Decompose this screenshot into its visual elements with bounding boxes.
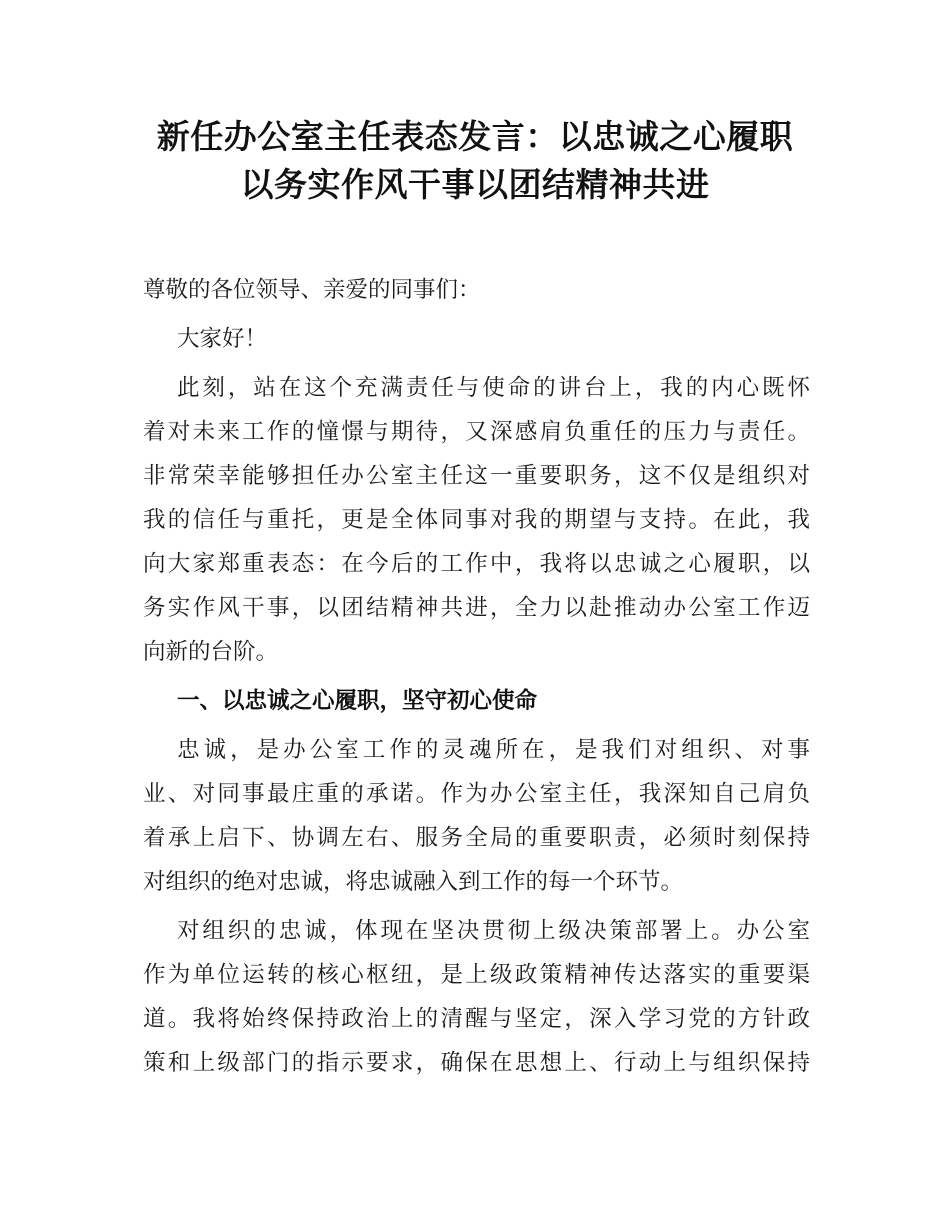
- paragraph-line: 务实作风干事，以团结精神共进，全力以赴推动办公室工作迈: [143, 595, 810, 621]
- paragraph-line: 此刻，站在这个充满责任与使命的讲台上，我的内心既怀: [177, 375, 810, 401]
- title-line-1: 新任办公室主任表态发言：以忠诚之心履职: [156, 117, 794, 156]
- section-heading: 一、以忠诚之心履职，坚守初心使命: [177, 688, 538, 714]
- document-title: [120, 113, 830, 209]
- salutation: 尊敬的各位领导、亲爱的同事们：: [143, 277, 481, 303]
- document-body: [143, 268, 810, 1085]
- paragraph-line: 策和上级部门的指示要求，确保在思想上、行动上与组织保持: [143, 1050, 810, 1076]
- paragraph-line: 对组织的绝对忠诚，将忠诚融入到工作的每一个环节。: [143, 869, 684, 895]
- paragraph-line: 对组织的忠诚，体现在坚决贯彻上级决策部署上。办公室: [177, 918, 810, 944]
- paragraph-line: 我的信任与重托，更是全体同事对我的期望与支持。在此，我: [143, 507, 810, 533]
- paragraph-line: 着对未来工作的憧憬与期待，又深感肩负重任的压力与责任。: [143, 419, 810, 445]
- paragraph-line: 着承上启下、协调左右、服务全局的重要职责，必须时刻保持: [143, 825, 810, 851]
- paragraph-2: [143, 728, 810, 904]
- paragraph-line: 作为单位运转的核心枢纽，是上级政策精神传达落实的重要渠: [143, 962, 810, 988]
- paragraph-line: 向大家郑重表态：在今后的工作中，我将以忠诚之心履职，以: [143, 551, 810, 577]
- paragraph-1: [143, 366, 810, 674]
- paragraph-line: 向新的台阶。: [143, 639, 279, 665]
- title-line-2: 以务实作风干事以团结精神共进: [240, 165, 710, 204]
- paragraph-line: 业、对同事最庄重的承诺。作为办公室主任，我深知自己肩负: [143, 781, 810, 807]
- paragraph-line: 非常荣幸能够担任办公室主任这一重要职务，这不仅是组织对: [143, 463, 810, 489]
- paragraph-line: 忠诚，是办公室工作的灵魂所在，是我们对组织、对事: [177, 737, 810, 763]
- paragraph-3: [143, 909, 810, 1085]
- greeting: 大家好！: [177, 326, 268, 352]
- paragraph-line: 道。我将始终保持政治上的清醒与坚定，深入学习党的方针政: [143, 1006, 810, 1032]
